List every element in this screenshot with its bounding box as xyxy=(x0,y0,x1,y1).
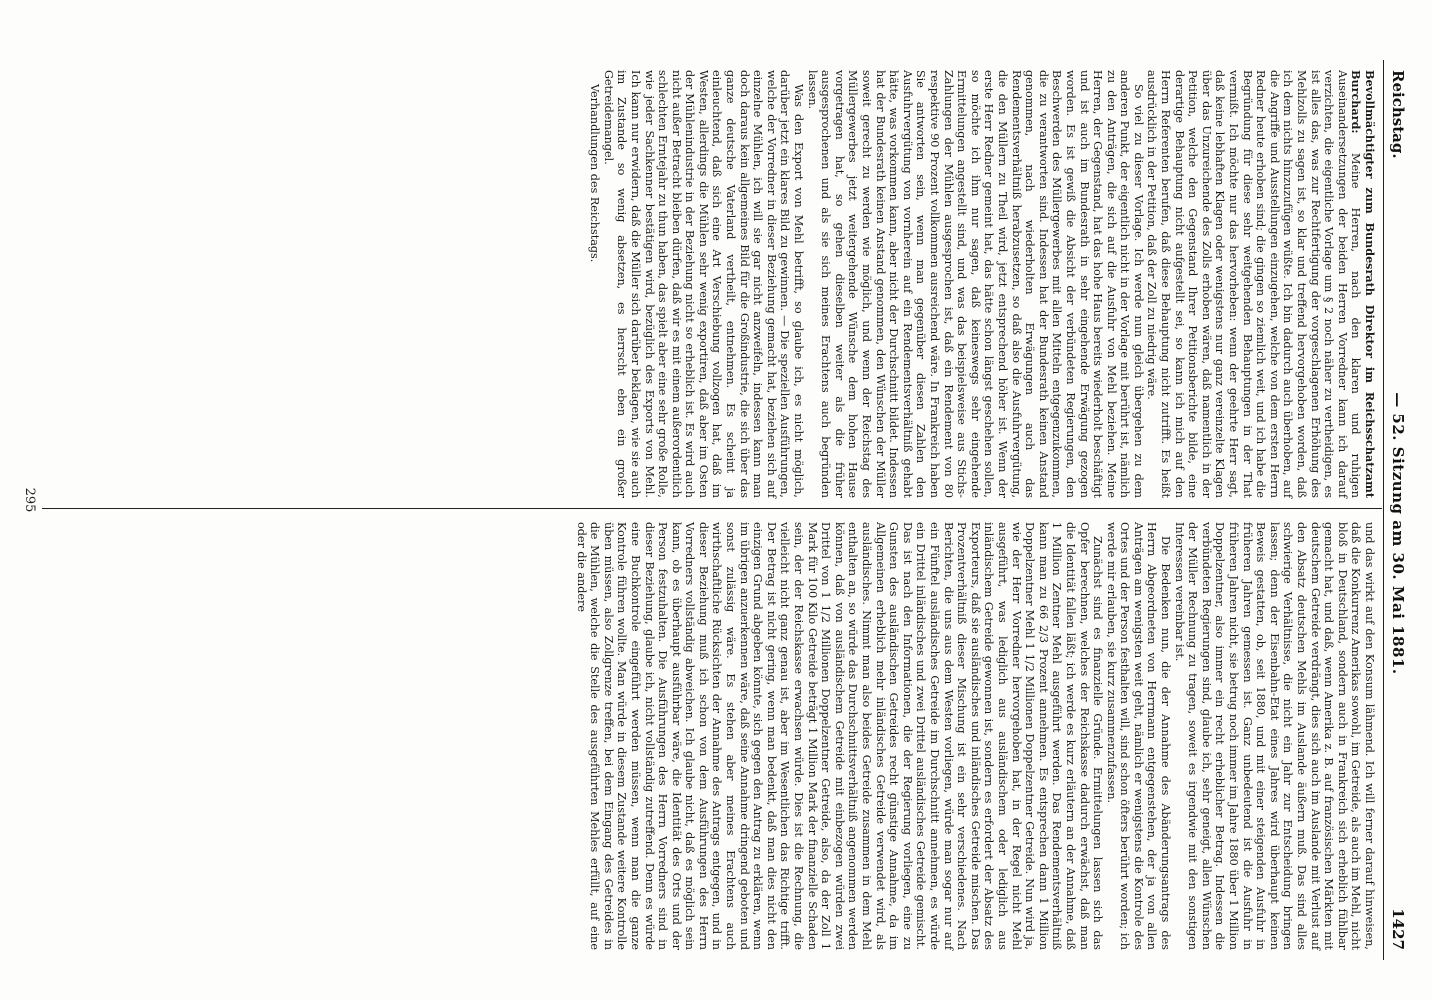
paragraph xyxy=(1145,70,1376,498)
header-runner: — 52. Sitzung am 30. Mai 1881. xyxy=(1389,392,1407,675)
header-page-number: 1427 xyxy=(1389,908,1407,950)
paragraph-text: Die Bedenken nun, die der Annahme des Abänderungsantrags des Herrn Abgeordneten von Herrmann entgegenstehen, der ja von allen Anträgen am wenigsten weit geht, nämlich er wenigstens die Kontrole des Ortes und der Person festhalten will, sind schon öfters berührt worden; ich werde mir erlauben, sie kurz zusammenzufassen. xyxy=(1104,522,1173,950)
paragraph-text: Was den Export von Mehl betrifft, so glaube ich, es nicht möglich, darüber jetzt ein klares Bild zu gewinnen. — Die speziellen Ausführungen, welche der Vorredner in dieser Beziehung gemacht hat, beziehen sich auf einzelne Mühlen, ich will sie gar nicht anzweifeln, indessen kann man doch daraus kein allgemeines Bild für die Großindustrie, die sich über das ganze deutsche Vaterland vertheilt, entnehmen. Es scheint ja einleuchtend, daß sich eine Art Verschiebung vollzogen hat, daß im Westen, allerdings die Mühlen sehr wenig exportiren, daß aber im Osten der Mühlenindustrie in der Beziehung nicht so erheblich ist. Es wird auch nicht außer Betracht bleiben dürfen, daß wir es mit einem außerordentlich schlechten Erntejahr zu thun haben, das spielt aber eine sehr große Rolle, wie jeder Sachkenner bestätigen wird, bezüglich des Exports von Mehl. Ich kann nur erwidern, daß die Müller sich darüber beklagen, wie sie auch im Zustande so wenig absetzen, es herrscht eben ein großer Getreidemangel. xyxy=(601,70,806,498)
header-rule xyxy=(1383,60,1384,960)
speaker-name: Bevollmächtigter zum Bundesrath Direktor im Reichsschatzamt Burchard: xyxy=(1349,70,1377,498)
left-column xyxy=(588,70,1376,498)
paragraph xyxy=(574,522,1104,950)
paragraph xyxy=(588,70,602,498)
paragraph xyxy=(601,70,805,498)
paragraph-text: und das wirkt auf den Konsum lähmend. Ich will ferner darauf hinweisen, daß die Konkurrenz Amerikas sowohl, im Getreide, als auch im Mehl, nicht bloß in Deutschland, sondern auch in Frankreich sich erheblich fühlbar gemacht hat, und daß, wenn Amerika z. B. auf französischen Märkten mit deutschem Getreide verdrängt, dies sich auch im Auslande mit Verlust auf den Absatz deutschen Mehls im Auslande äußern muß. Das sind alles schwierige Verhältnisse, die nicht ein Jahr zur Entscheidung bringen lassen; denn der Eisenbahn-Etat eines Jahres wird überhaupt keinen Beweis gestatten, ob, seit 1880, und mit einer steigenden Ausfuhr in früheren Jahren gemessen ist. Ganz unbedeutend ist die Ausfuhr in früheren Jahren nicht, sie betrug noch immer im Jahre 1880 über 1 Million Doppelzentner, also immer ein recht erheblicher Betrag. Indessen die verbündeten Regierungen sind, glaube ich, sehr geneigt, allen Wünschen der Müller Rechnung zu tragen, soweit es irgendwie mit den sonstigen Interessen vereinbar ist. xyxy=(1172,522,1376,950)
paragraph-text: Meine Herren, nach den klaren und ruhigen Auseinandersetzungen der beiden Herren Vorredner kann ich darauf verzichten, die eigentliche Vorlage um § 2 noch näher zu vertheidigen, es ist alles das, was zur Rechtfertigung der vorgeschlagenen Erhöhung des Mehlzolls zu sagen ist, so klar und treffend hervorgehoben worden, daß ich dem nichts hinzuzufügen wüßte. Ich bin dadurch auch überhoben, auf die Angriffe und Ausstellungen einzugehen, welche von dem ersten Herrn Redner heute erhoben sind; die gingen so ziemlich weit, und ich habe die Begründung für diese sehr weitgehenden Behauptungen in der That vermißt. Ich möchte nur das hervorheben: wenn der geehrte Herr sagt, daß keine lebhaften Klagen oder wenigstens nur ganz vereinzelte Klagen über das Unzureichende des Zolls erhoben wären, daß namentlich in der Petition, welche den Gegenstand Ihrer Petitionsberichte bilde, eine derartige Behauptung nicht aufgestellt sei, so kann ich mich auf den Herrn Referenten berufen, daß diese Behauptung nicht zutrifft. Es heißt ausdrücklich in der Petition, daß der Zoll zu niedrig wäre. xyxy=(1145,70,1363,499)
page-header xyxy=(1386,70,1410,950)
column-divider xyxy=(42,508,1382,509)
right-column xyxy=(574,522,1376,950)
paragraph xyxy=(805,70,1145,498)
paragraph-text: Verhandlungen des Reichstags. xyxy=(588,84,602,263)
folio-number: 295 xyxy=(22,487,37,513)
paragraph-text: So viel zu dieser Vorlage. Ich werde nun gleich übergehen zu dem anderen Punkt, der eigentlich nicht in der Vorlage mit berührt ist, nämlich zu den Anträgen, die sich auf die Ausfuhr von Mehl beziehen. Meine Herren, der Gegenstand, hat das hohe Haus bereits wiederholt beschäftigt und ist auch im Bundesrath in sehr eingehende Erwägung gezogen worden. Es ist gewiß die Absicht der verbündeten Regierungen, den Beschwerden des Müllergewerbes mit allen Mitteln entgegenzukommen, die zu verantworten sind. Indessen hat der Bundesrath keinen Anstand genommen, nach wiederholten Erwägungen auch das Rendementsverhältniß herabzusetzen, so daß also die Ausfuhrvergütung, die den Müllern zu Theil wird, jetzt entsprechend höher ist. Wenn der erste Herr Redner gemeint hat, das hätte schon längst geschehen sollen, so möchte ich ihm nur sagen, daß keineswegs sehr eingehende Ermittelungen angestellt sind, und was das beispielsweise aus Stichs-Zahlungen der Mühlen ausgesprochen ist, daß ein Rendement von 80 respektive 90 Prozent vollkommen ausreichend wäre. In Frankreich haben Sie antworten sein, wenn man gegenüber diesen Zahlen den Ausfuhrvergütung von vornherein auf ein Rendementsverhältniß gehabt hätte, was vorkommen kann, aber nicht der Durchschnitt bildet. Indessen hat der Bundesrath keinen Anstand genommen, den Wünschen der Müller soweit gerecht zu werden wie möglich, und wenn der Reichstag des Müllergewerbes jetzt weitergehende Wünsche dem hohen Hause vorgetragen hat, so gehen dieselben weiter als die früher ausgesprochenen und als sie sich meines Erachtens auch begründen lassen. xyxy=(805,70,1145,498)
paragraph xyxy=(1172,522,1376,950)
paragraph xyxy=(1104,522,1172,950)
paragraph-text: Zunächst sind es finanzielle Gründe. Ermittelungen lassen sich das Opfer berechnen, welches der Reichskasse dadurch erwächst, daß man die Identität fallen läßt; ich werde es kurz erläutern an der Annahme, daß 1 Million Zentner Mehl ausgeführt werden. Das Rendementsverhältniß kann man zu 66 2/3 Prozent annehmen. Es entsprechen dann 1 Million Doppelzentner Mehl 1 1/2 Millionen Doppelzentner Getreide. Nun wird ja, wie der Herr Vorredner hervorgehoben hat, in der Regel nicht Mehl ausgeführt, was lediglich aus ausländischem oder lediglich aus inländischem Getreide gewonnen ist, sondern es erfordert der Absatz des Exporteurs, daß sie ausländisches und inländisches Getreide mischen. Das Prozentverhältniß dieser Mischung ist ein sehr verschiedenes. Nach Berichten, die uns aus dem Westen vorliegen, würde man sogar nur auf ein Fünftel ausländisches Getreide im Durchschnitt annehmen, es würde ein Drittel inländisches und zwei Drittel ausländisches Getreide gemischt. Das ist nach den Informationen, die der Regierung vorliegen, eine zu Gunsten des ausländischen Getreides recht günstige Annahme, da im Allgemeinen erheblich mehr inländisches Getreide verwendet wird, als ausländisches. Nimmt man also beides Getreide zusammen in dem Mehl enthalten an, so würde das Durchschnittsverhältniß angenommen werden können, daß von ausländischem Getreide mit einbezogen würden zwei Drittel von 1 1/2 Millionen Doppelzentner Getreide, also, da der Zoll 1 Mark für 100 Kilo Getreide beträgt 1 Million Mark der finanzielle Schaden sein, der der Reichskasse erwachsen würde. Dies ist die Rechnung, die vielleicht nicht ganz genau ist, aber im Wesentlichen das Richtige trifft. Der Betrag ist nicht gering, wenn man bedenkt, daß man dies nicht den einzigen Grund abgeben könnte, sich gegen den Antrag zu erklären, wenn im übrigen anzuerkennen wäre, daß seine Annahme dringend geboten und sonst zulässig wäre. Es stehen aber meines Erachtens auch wirthschaftliche Rücksichten der Annahme des Antrags entgegen, und in dieser Beziehung muß ich schon von dem Ausführungen des Herrn Vorredners vollständig abweichen. Ich glaube nicht, daß es möglich sein kann, ob es überhaupt ausführbar wäre, die Identität des Orts und der Person festzuhalten. Die Ausführungen des Herrn Vorredners sind in dieser Beziehung, glaube ich, nicht vollständig zutreffend. Denn es würde eine Buchkontrole eingeführt werden müssen, wenn man die ganze Kontrole führen wollte. Man würde in diesem Zustande weitere Kontrolle üben müssen, also Zollgrenze treffen, bei dem Eingang des Getreides in die Mühlen, welche die Stelle des ausgeführten Mehles erfüllt, auf eine oder die andere xyxy=(574,522,1105,950)
header-left: Reichstag. xyxy=(1389,70,1407,159)
